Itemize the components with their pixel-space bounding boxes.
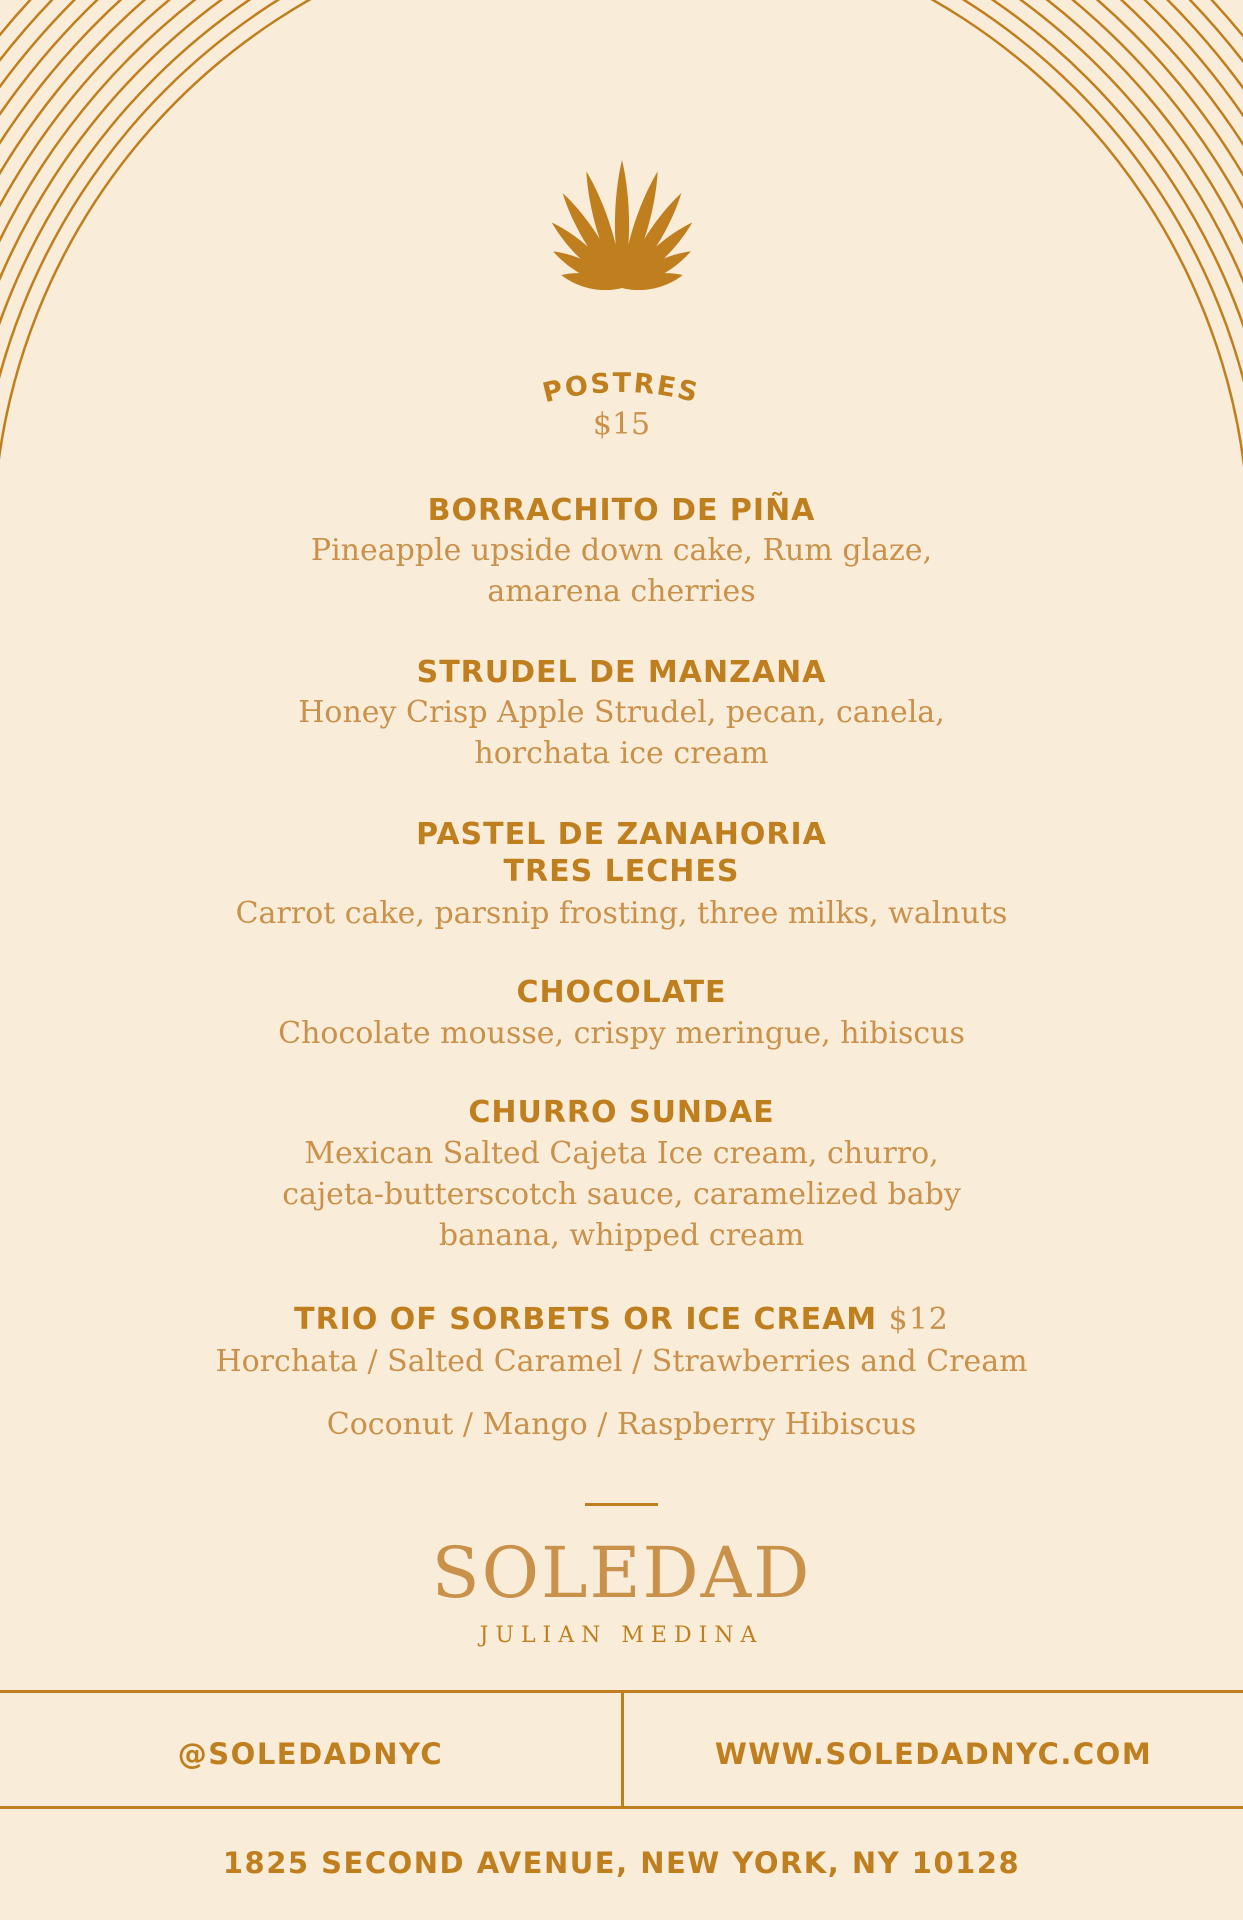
item-5-desc-line-2: cajeta-butterscotch sauce, caramelized baby — [282, 1177, 961, 1212]
item-3-name-line-2: TRES LECHES — [503, 854, 740, 889]
website-link[interactable]: WWW.SOLEDADNYC.COM — [714, 1737, 1153, 1771]
instagram-handle[interactable]: @SOLEDADNYC — [177, 1737, 444, 1771]
item-1-desc-line-2: amarena cherries — [487, 574, 756, 609]
item-1-desc-line-1: Pineapple upside down cake, Rum glaze, — [310, 533, 933, 568]
agave-leaf-icon — [541, 150, 703, 290]
item-2-desc-line-1: Honey Crisp Apple Strudel, pecan, canela, — [298, 695, 945, 730]
footer-middle-rule — [0, 1806, 1243, 1809]
brand-divider — [585, 1503, 658, 1506]
item-3-name-line-1: PASTEL DE ZANAHORIA — [416, 817, 827, 852]
item-6-desc-line-1: Horchata / Salted Caramel / Strawberries and Cream — [215, 1344, 1028, 1379]
item-1-name: BORRACHITO DE PIÑA — [427, 493, 816, 528]
item-2-name: STRUDEL DE MANZANA — [416, 655, 827, 690]
item-6-desc-line-2: Coconut / Mango / Raspberry Hibiscus — [326, 1407, 917, 1442]
item-5-name: CHURRO SUNDAE — [468, 1095, 775, 1130]
item-4-name: CHOCOLATE — [516, 975, 727, 1010]
address: 1825 SECOND AVENUE, NEW YORK, NY 10128 — [222, 1846, 1021, 1880]
brand-chef: JULIAN MEDINA — [479, 1623, 764, 1648]
item-6-name: TRIO OF SORBETS OR ICE CREAM — [294, 1302, 878, 1337]
item-2-desc-line-2: horchata ice cream — [474, 736, 769, 771]
item-5-desc-line-3: banana, whipped cream — [438, 1218, 805, 1253]
section-price: $15 — [592, 407, 651, 442]
item-4-desc-line-1: Chocolate mousse, crispy meringue, hibiscus — [278, 1016, 965, 1051]
item-5-desc-line-1: Mexican Salted Cajeta Ice cream, churro, — [304, 1136, 939, 1171]
item-3-desc-line-1: Carrot cake, parsnip frosting, three milks, walnuts — [235, 896, 1008, 931]
item-6-heading — [0, 1302, 1243, 1337]
section-title-text: POSTRES — [539, 367, 703, 410]
item-6-price: $12 — [888, 1302, 949, 1337]
brand-logo: SOLEDAD — [431, 1532, 812, 1614]
